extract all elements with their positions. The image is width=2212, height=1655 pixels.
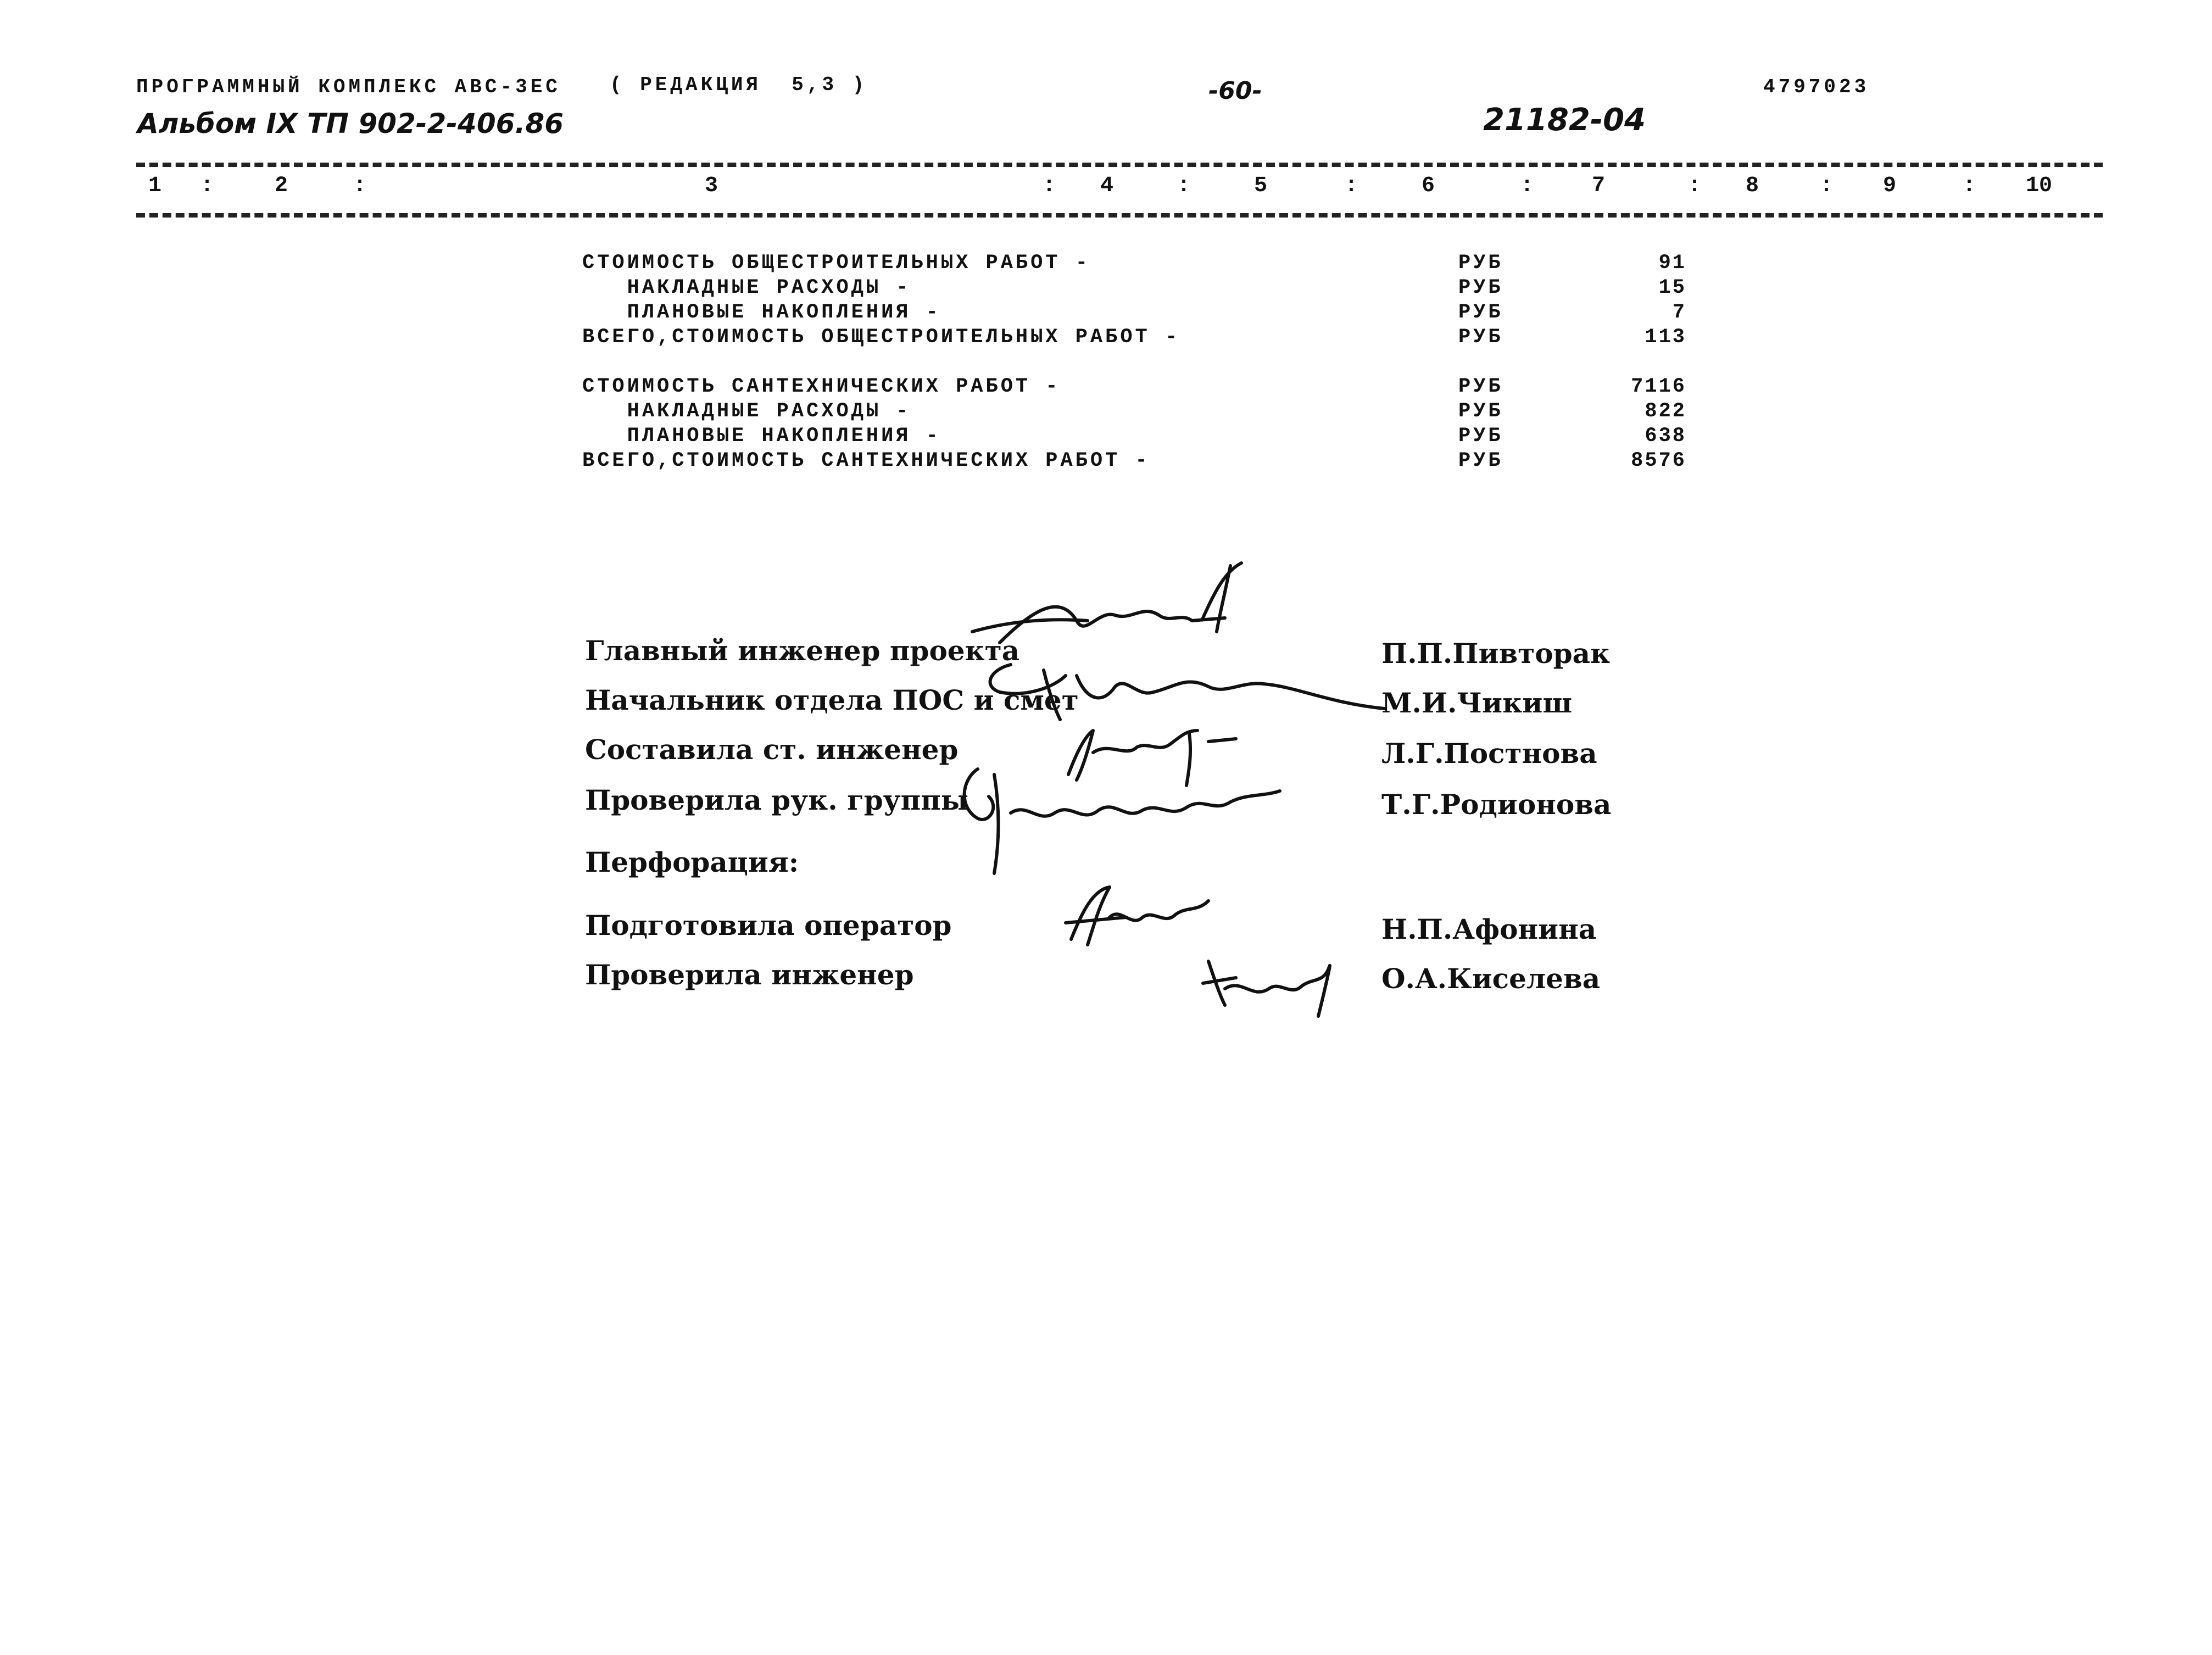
perforation-heading: Перфорация: [585, 846, 799, 878]
signature-role: Главный инженер проекта [585, 634, 1020, 667]
row-unit: РУБ [1458, 375, 1503, 398]
signature-role: Проверила инженер [585, 959, 914, 991]
row-label: ПЛАНОВЫЕ НАКОПЛЕНИЯ - [582, 301, 941, 324]
column-number: 2 [275, 174, 288, 198]
signature-role: Начальник отдела ПОС и смет [585, 684, 1079, 716]
column-number: 3 [705, 174, 718, 198]
row-unit: РУБ [1458, 252, 1503, 275]
row-unit: РУБ [1458, 400, 1503, 423]
row-unit: РУБ [1458, 425, 1503, 448]
doc-number: 21182-04 [1483, 102, 1646, 138]
column-number: 7 [1592, 174, 1606, 198]
signatory-name: Л.Г.Постнова [1381, 737, 1597, 770]
signatory-name: М.И.Чикиш [1381, 687, 1573, 719]
signatory-name: О.А.Киселева [1381, 962, 1601, 995]
row-value: 7116 [1631, 375, 1686, 398]
column-number: 8 [1746, 174, 1759, 198]
row-unit: РУБ [1458, 276, 1503, 299]
signature-pivtorak [967, 560, 1252, 659]
row-label: ВСЕГО,СТОИМОСТЬ ОБЩЕСТРОИТЕЛЬНЫХ РАБОТ - [582, 326, 1180, 349]
column-separator: : [1043, 174, 1056, 198]
program-title: ПРОГРАММНЫЙ КОМПЛЕКС АВС-3ЕС [136, 76, 561, 98]
column-number: 1 [148, 174, 162, 198]
column-number: 9 [1883, 174, 1897, 198]
signature-role: Составила ст. инженер [585, 733, 959, 766]
column-number: 10 [2026, 174, 2053, 198]
row-label: ПЛАНОВЫЕ НАКОПЛЕНИЯ - [582, 425, 941, 448]
signature-afonina [1060, 879, 1214, 956]
row-unit: РУБ [1458, 449, 1503, 472]
row-value: 91 [1658, 252, 1686, 275]
row-value: 7 [1672, 301, 1686, 324]
row-value: 15 [1658, 276, 1686, 299]
column-separator: : [353, 174, 367, 198]
signatory-name: Н.П.Афонина [1381, 913, 1597, 945]
signature-role: Проверила рук. группы [585, 784, 968, 816]
row-label: СТОИМОСТЬ САНТЕХНИЧЕСКИХ РАБОТ - [582, 375, 1061, 398]
page-number: -60- [1208, 77, 1262, 105]
edition-label: ( РЕДАКЦИЯ 5,3 ) [610, 74, 868, 96]
column-separator: : [1177, 174, 1191, 198]
row-label: НАКЛАДНЫЕ РАСХОДЫ - [582, 276, 911, 299]
column-separator: : [1345, 174, 1358, 198]
top-rule [136, 163, 2103, 167]
column-number: 6 [1422, 174, 1435, 198]
column-separator: : [1688, 174, 1702, 198]
signature-chikish [978, 654, 1395, 725]
column-separator: : [1820, 174, 1834, 198]
column-number: 4 [1100, 174, 1114, 198]
signatory-name: Т.Г.Родионова [1381, 788, 1612, 821]
row-label: СТОИМОСТЬ ОБЩЕСТРОИТЕЛЬНЫХ РАБОТ - [582, 252, 1090, 275]
row-value: 113 [1645, 326, 1686, 349]
signature-role: Подготовила оператор [585, 909, 952, 941]
signatory-name: П.П.Пивторак [1381, 637, 1611, 670]
row-value: 822 [1645, 400, 1686, 423]
document-code: 4797023 [1763, 76, 1870, 98]
column-separator: : [1520, 174, 1534, 198]
column-number: 5 [1254, 174, 1268, 198]
bottom-rule [136, 213, 2103, 218]
row-label: ВСЕГО,СТОИМОСТЬ САНТЕХНИЧЕСКИХ РАБОТ - [582, 449, 1150, 472]
row-label: НАКЛАДНЫЕ РАСХОДЫ - [582, 400, 911, 423]
album-reference: Альбом IX ТП 902-2-406.86 [137, 108, 564, 140]
column-separator: : [200, 174, 214, 198]
row-value: 8576 [1631, 449, 1686, 472]
row-unit: РУБ [1458, 301, 1503, 324]
row-unit: РУБ [1458, 326, 1503, 349]
column-separator: : [1963, 174, 1976, 198]
signature-kiseleva [1197, 945, 1346, 1022]
row-value: 638 [1645, 425, 1686, 448]
signature-rodionova [956, 758, 1285, 879]
